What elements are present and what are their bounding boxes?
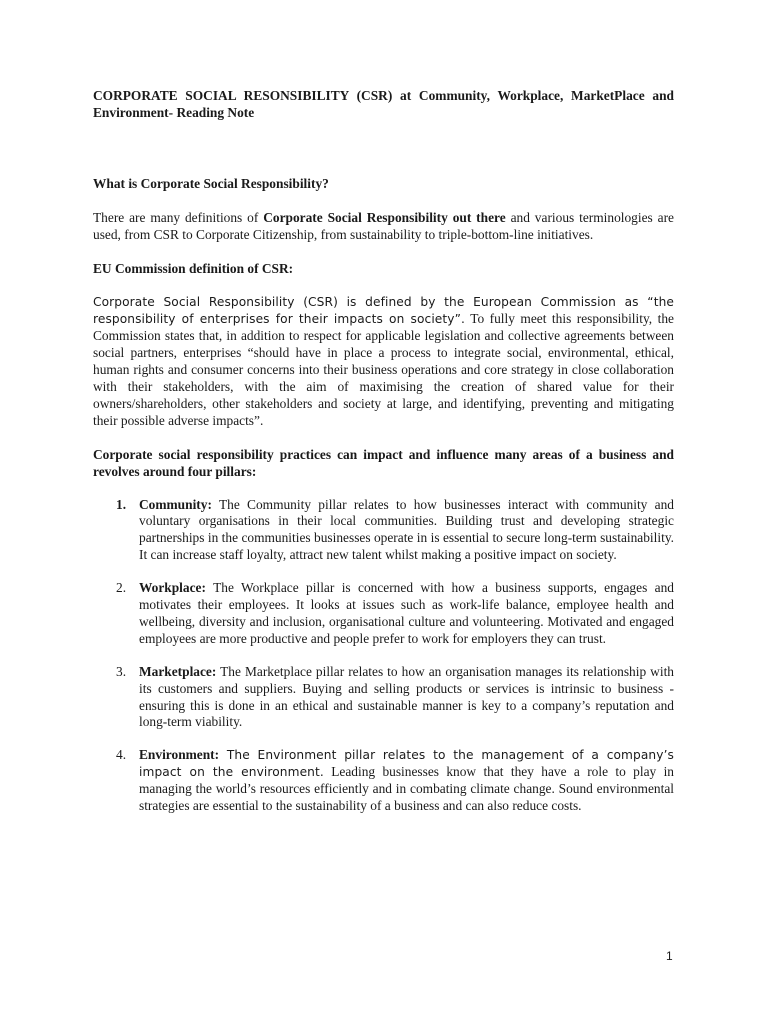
pillar-name: Environment: (139, 747, 220, 763)
pillar-text-part-2: Leading businesses know that they have a role to play in managing the world’s resources efficiently and in combating climate change. (139, 764, 674, 797)
pillar-number: 1. (116, 496, 127, 512)
pillar-item-community (93, 497, 674, 565)
pillar-text-part-1: The Environment pillar relates to the management of a company’s impact on the environment. (139, 748, 674, 780)
pillar-name: Marketplace: (139, 663, 217, 679)
document-title: CORPORATE SOCIAL RESONSIBILITY (CSR) at Community, Workplace, MarketPlace and Environment- Reading Note (93, 88, 674, 120)
definitions-text-end: and various terminologies are used, from CSR to Corporate Citizenship, from sustainability to triple-bottom-line initiatives. (93, 209, 674, 242)
pillars-list (93, 497, 674, 816)
section-heading-four-pillars: Corporate social responsibility practices can impact and influence many areas of a business and revolves around four pillars: (93, 446, 674, 479)
pillar-text: The Workplace pillar is concerned with how a business supports, engages and motivates their employees. It looks at issues such as work-life balance, employee health and wellbeing, diversity and inclusion, organisational culture and volunteering. Motivated and engaged employees are more productive and people prefer to work for employers they can trust. (139, 580, 674, 646)
pillar-number: 4. (116, 747, 127, 763)
eu-definition-quote: Corporate Social Responsibility (CSR) is defined by the European Commission as “the responsibility of enterprises for their impacts on society”. (93, 295, 674, 327)
definitions-paragraph (93, 210, 674, 244)
pillar-text: The Community pillar relates to how businesses interact with community and voluntary organisations in their local communities. Building trust and developing strategic partnerships in the communities businesses operate in is essential to secure long-term sustainability. It can increase staff loyalty, attract new talent whilst making a positive impact on society. (139, 496, 674, 563)
pillar-item-workplace (93, 580, 674, 648)
definitions-text-start: There are many definitions of (93, 209, 264, 225)
pillar-text-part-3: Sound environmental strategies are essential to the sustainability of a business and can also reduce costs. (139, 781, 674, 814)
definitions-text-bold: Corporate Social Responsibility out there (263, 209, 506, 225)
pillar-number: 2. (116, 580, 127, 596)
page-number: 1 (666, 949, 673, 963)
document-content (93, 88, 674, 831)
eu-definition-middle: To fully meet this responsibility, the Commission states that, in addition to respect for applicable legislation and collective agreements between social partners, enterprises (93, 311, 674, 361)
pillar-item-marketplace (93, 664, 674, 732)
pillar-name: Workplace: (139, 580, 206, 596)
section-heading-what-is-csr: What is Corporate Social Responsibility? (93, 175, 329, 191)
pillar-item-environment (93, 747, 674, 815)
eu-definition-paragraph (93, 294, 674, 429)
pillar-name: Community: (139, 496, 212, 512)
eu-definition-quote-2: “should have in place a process to integrate social, environmental, ethical, human rights and consumer concerns into their business operations and core strategy in close collaboration with their stakeholders, with the aim of maximising the creation of shared value for their owners/shareholders, other stakeholders and society at large, and identifying, preventing and mitigating their possible adverse impacts”. (93, 345, 674, 428)
pillar-number: 3. (116, 663, 127, 679)
section-heading-eu-definition: EU Commission definition of CSR: (93, 260, 294, 276)
pillar-text: The Marketplace pillar relates to how an organisation manages its relationship with its customers and suppliers. Buying and selling products or services is intrinsic to business - ensuring this is done in an ethical and sustainable manner is key to a company’s reputation and long-term viability. (139, 663, 674, 730)
